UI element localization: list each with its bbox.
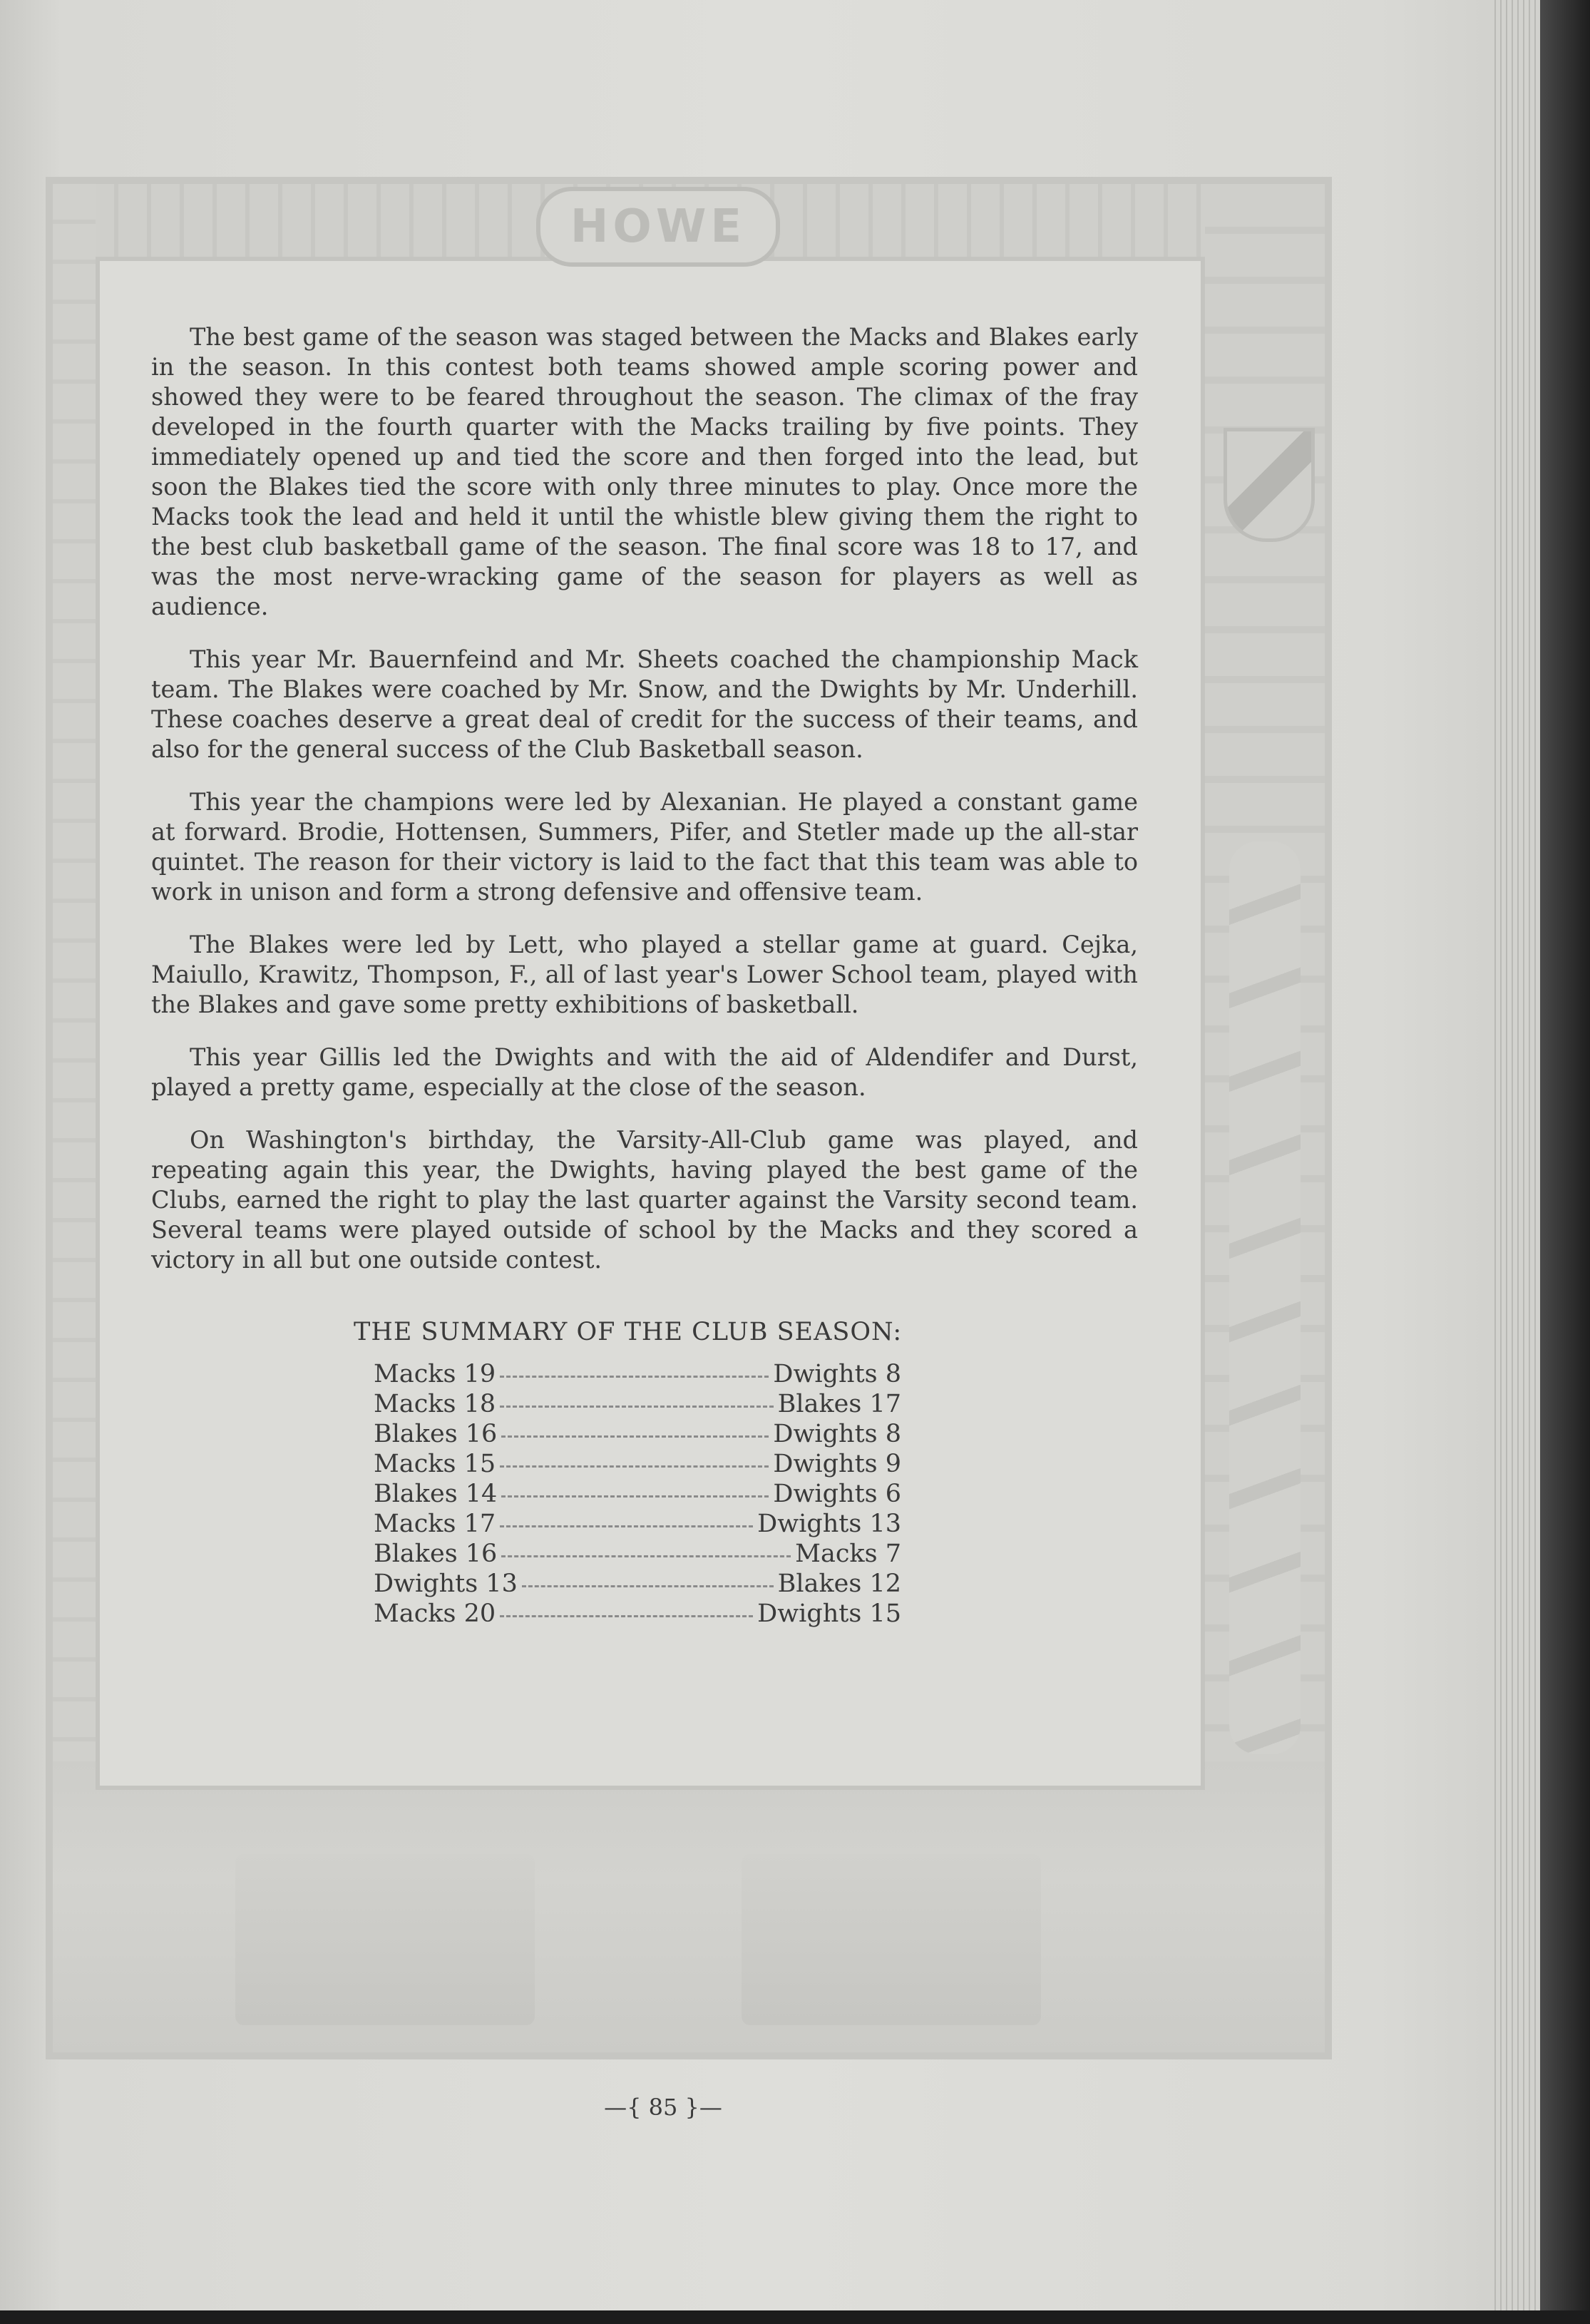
- loser-score: Dwights 6: [773, 1480, 901, 1508]
- paragraph-5: This year Gillis led the Dwights and with the aid of Aldendifer and Durst, played a pretty game, especially at the close of the season.: [151, 1043, 1138, 1101]
- paragraph-4: The Blakes were led by Lett, who played a stellar game at guard. Cejka, Maiullo, Krawitz, Thompson, F., all of last year's Lower School team, played with the Blakes and gave some pretty exhibitions of basketball.: [151, 931, 1138, 1018]
- loser-score: Macks 7: [795, 1540, 901, 1568]
- result-row: [374, 1599, 901, 1629]
- leader-line: [500, 1525, 753, 1527]
- leader-line: [501, 1435, 769, 1438]
- result-row: [374, 1509, 901, 1539]
- result-row: [374, 1569, 901, 1599]
- summary-title: THE SUMMARY OF THE CLUB SEASON:: [354, 1318, 903, 1346]
- header-title: HOWE: [536, 187, 780, 267]
- leader-line: [522, 1585, 774, 1587]
- paragraph-2: This year Mr. Bauernfeind and Mr. Sheets coached the championship Mack team. The Blakes were coached by Mr. Snow, and the Dwights by Mr. Underhill. These coaches deserve a great deal of credit for the success of their teams, and also for the general success of the Club Basketball season.: [151, 645, 1138, 763]
- house-illustration: [235, 1854, 535, 2025]
- scroll-ornament: [1229, 841, 1301, 1754]
- winner-score: Blakes 16: [374, 1420, 498, 1448]
- result-row: [374, 1389, 901, 1419]
- loser-score: Dwights 13: [757, 1510, 901, 1538]
- page-edge: [1490, 0, 1540, 2310]
- result-row: [374, 1419, 901, 1449]
- winner-score: Macks 15: [374, 1450, 496, 1478]
- paragraph-6: On Washington's birthday, the Varsity-All-Club game was played, and repeating again this year, the Dwights, having played the best game of the Clubs, earned the right to play the last quarter against the Varsity second team. Several teams were played outside of school by the Macks and they scored a victory in all but one outside contest.: [151, 1126, 1138, 1274]
- leader-line: [501, 1555, 791, 1557]
- winner-score: Macks 20: [374, 1599, 496, 1628]
- loser-score: Dwights 9: [773, 1450, 901, 1478]
- leader-line: [500, 1406, 774, 1408]
- leader-line: [501, 1495, 769, 1498]
- season-summary: [354, 1318, 924, 1629]
- loser-score: Dwights 8: [773, 1420, 901, 1448]
- bottom-shadow: [0, 2310, 1590, 2324]
- loser-score: Blakes 12: [777, 1570, 901, 1598]
- paragraph-1: The best game of the season was staged between the Macks and Blakes early in the season. In this contest both teams showed ample scoring power and showed they were to be feared throughout the season. The climax of the fray developed in the fourth quarter with the Macks trailing by five points. They immediately opened up and tied the score and then forged into the lead, but soon the Blakes tied the score with only three minutes to play. Once more the Macks took the lead and held it until the whistle blew giving them the right to the best club basketball game of the season. The final score was 18 to 17, and was the most nerve-wracking game of the season for players as well as audience.: [151, 323, 1138, 620]
- winner-score: Macks 19: [374, 1360, 496, 1388]
- result-row: [374, 1539, 901, 1569]
- leader-line: [500, 1376, 769, 1378]
- loser-score: Dwights 8: [773, 1360, 901, 1388]
- leader-line: [500, 1615, 753, 1617]
- frame-left-ornament: [53, 184, 96, 1810]
- result-row: [374, 1359, 901, 1389]
- winner-score: Macks 17: [374, 1510, 496, 1538]
- winner-score: Macks 18: [374, 1390, 496, 1418]
- article-body: [151, 322, 1138, 1298]
- leader-line: [500, 1465, 769, 1468]
- book-spine: [1540, 0, 1590, 2324]
- winner-score: Dwights 13: [374, 1570, 518, 1598]
- cannon-illustration: [742, 1854, 1041, 2025]
- page-number: —{ 85 }—: [604, 2094, 722, 2121]
- winner-score: Blakes 14: [374, 1480, 498, 1508]
- loser-score: Dwights 15: [757, 1599, 901, 1628]
- result-row: [374, 1479, 901, 1509]
- paragraph-3: This year the champions were led by Alexanian. He played a constant game at forward. Brodie, Hottensen, Summers, Pifer, and Stetler made up the all-star quintet. The reason for their victory is laid to the fact that this team was able to work in unison and form a strong defensive and offensive team.: [151, 788, 1138, 906]
- winner-score: Blakes 16: [374, 1540, 498, 1568]
- crest-icon: [1224, 428, 1315, 542]
- result-row: [374, 1449, 901, 1479]
- loser-score: Blakes 17: [777, 1390, 901, 1418]
